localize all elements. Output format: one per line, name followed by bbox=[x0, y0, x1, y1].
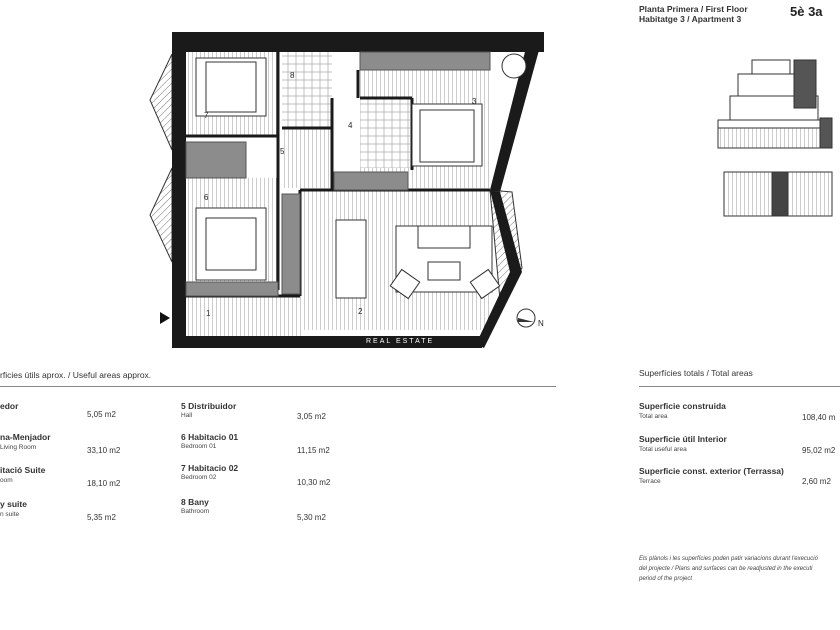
room-area: 5,05 m2 bbox=[87, 410, 116, 419]
room-number-3: 3 bbox=[472, 97, 477, 106]
room-name: 8 Bany bbox=[181, 497, 209, 507]
floor-key-plan bbox=[724, 172, 832, 216]
room-number-5: 5 bbox=[280, 147, 285, 156]
room-area: 5,35 m2 bbox=[87, 513, 116, 522]
room-sub: oom bbox=[0, 477, 13, 484]
total-name: Superficie const. exterior (Terrassa) bbox=[639, 466, 784, 476]
watermark: REAL ESTATE bbox=[366, 338, 435, 345]
room-number-6: 6 bbox=[204, 193, 209, 202]
disclaimer-line-2: del projecte / Plans and surfaces can be readjusted in the executi bbox=[639, 566, 813, 572]
useful-areas-divider bbox=[0, 386, 556, 387]
compass-letter: N bbox=[538, 319, 544, 328]
disclaimer-line-1: Els plànols i les superfícies poden patir variacions durant l'execució bbox=[639, 556, 818, 562]
floor-label: Planta Primera / First Floor bbox=[639, 4, 748, 14]
total-sub: Total useful area bbox=[639, 446, 687, 453]
bathroom-tiles bbox=[282, 52, 332, 128]
room-number-8: 8 bbox=[290, 71, 295, 80]
room-number-4: 4 bbox=[348, 121, 353, 130]
room-name: 6 Habitacio 01 bbox=[181, 432, 239, 442]
total-name: Superficie construida bbox=[639, 401, 726, 411]
room-name: na-Menjador bbox=[0, 432, 51, 442]
room-area: 3,05 m2 bbox=[297, 412, 326, 421]
room-name: edor bbox=[0, 401, 19, 411]
room-number-2: 2 bbox=[358, 307, 363, 316]
living-furniture bbox=[390, 226, 499, 299]
room-sub: Hall bbox=[181, 412, 193, 419]
room-sub: Bathroom bbox=[181, 508, 210, 515]
entrance-arrow-icon bbox=[160, 312, 170, 324]
kitchen-island bbox=[336, 220, 366, 298]
total-areas-title: Superfícies totals / Total areas bbox=[639, 368, 753, 378]
room-sub: Living Room bbox=[0, 444, 37, 451]
unit-code: 5è 3a bbox=[790, 4, 823, 19]
room-number-1: 1 bbox=[206, 309, 211, 318]
total-sub: Terrace bbox=[639, 478, 661, 485]
room-sub: n suite bbox=[0, 511, 20, 518]
useful-areas-title: rficies útils aprox. / Useful areas approx. bbox=[0, 370, 152, 380]
room-sub: Bedroom 02 bbox=[181, 474, 217, 481]
room-area: 10,30 m2 bbox=[297, 478, 331, 487]
disclaimer-line-3: period of the project bbox=[639, 576, 693, 582]
terrace-left-bottom bbox=[150, 168, 172, 262]
total-sub: Total area bbox=[639, 413, 668, 420]
room-name: y suite bbox=[0, 499, 27, 509]
room-area: 11,15 m2 bbox=[297, 446, 330, 455]
room-name: itació Suite bbox=[0, 465, 46, 475]
terrace-left-top bbox=[150, 54, 172, 150]
room-name: 5 Distribuidor bbox=[181, 401, 237, 411]
total-value: 95,02 m2 bbox=[802, 446, 836, 455]
total-value: 108,40 m bbox=[802, 413, 836, 422]
plant-icon bbox=[502, 54, 526, 78]
room-area: 33,10 m2 bbox=[87, 446, 121, 455]
total-name: Superficie útil Interior bbox=[639, 434, 727, 444]
room-sub: Bedroom 01 bbox=[181, 443, 217, 450]
room-area: 18,10 m2 bbox=[87, 479, 121, 488]
suite-bathroom-tiles bbox=[360, 98, 410, 168]
building-elevation bbox=[718, 60, 832, 148]
room-area: 5,30 m2 bbox=[297, 513, 326, 522]
compass-icon bbox=[517, 309, 535, 327]
total-areas-divider bbox=[639, 386, 840, 387]
apartment-label: Habitatge 3 / Apartment 3 bbox=[639, 14, 742, 24]
room-name: 7 Habitacio 02 bbox=[181, 463, 239, 473]
room-number-7: 7 bbox=[204, 111, 209, 120]
total-value: 2,60 m2 bbox=[802, 477, 831, 486]
